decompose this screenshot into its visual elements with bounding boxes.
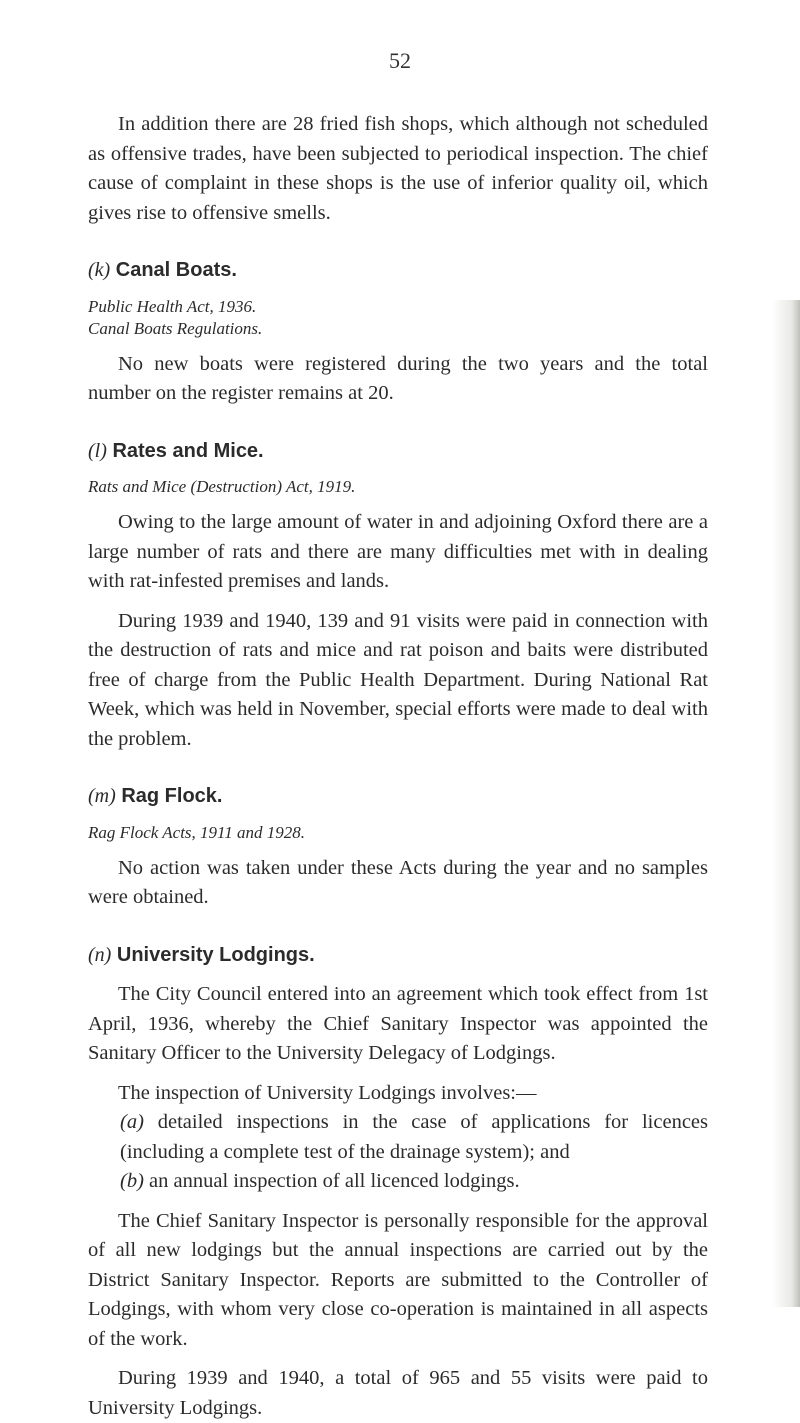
section-letter: (m) [88, 785, 116, 807]
section-heading [88, 437, 708, 467]
section-title: Rag Flock. [121, 785, 222, 807]
list-item [88, 1108, 708, 1167]
intro-paragraph: In addition there are 28 fried fish shops, which although not scheduled as offensive trades, have been subjected to periodical inspection. The chief cause of complaint in these shops is the use of inferior quality oil, which gives rise to offensive smells. [88, 110, 708, 228]
list-item-label: (b) [120, 1170, 144, 1192]
section-letter: (k) [88, 259, 110, 281]
section-paragraph: No new boats were registered during the two years and the total number on the register remains at 20. [88, 350, 708, 409]
section-title: Canal Boats. [116, 259, 237, 281]
section-letter: (n) [88, 944, 111, 966]
act-reference: Public Health Act, 1936. [88, 296, 708, 318]
list-item-text: detailed inspections in the case of applications for licences (including a complete test of the drainage system); and [120, 1111, 708, 1163]
act-reference: Rag Flock Acts, 1911 and 1928. [88, 822, 708, 844]
section-canal-boats [88, 256, 708, 409]
section-rats-mice [88, 437, 708, 755]
section-title: University Lodgings. [117, 944, 315, 966]
section-paragraph: Owing to the large amount of water in and adjoining Oxford there are a large number of rats and there are many difficulties met with in dealing with rat-infested premises and lands. [88, 508, 708, 597]
page-content [88, 110, 708, 1423]
list-item-text: an annual inspection of all licenced lodgings. [149, 1170, 520, 1192]
section-paragraph: During 1939 and 1940, a total of 965 and 55 visits were paid to University Lodgings. [88, 1364, 708, 1423]
section-paragraph: The Chief Sanitary Inspector is personally responsible for the approval of all new lodgings but the annual inspections are carried out by the District Sanitary Inspector. Reports are submitted to the Controller of Lodgings, with whom very close co-operation is maintained in all aspects of the work. [88, 1207, 708, 1355]
section-paragraph: No action was taken under these Acts during the year and no samples were obtained. [88, 854, 708, 913]
list-item [88, 1167, 708, 1197]
section-paragraph: The City Council entered into an agreement which took effect from 1st April, 1936, whereby the Chief Sanitary Inspector was appointed the Sanitary Officer to the University Delegacy of Lodgings. [88, 980, 708, 1069]
section-paragraph: During 1939 and 1940, 139 and 91 visits were paid in connection with the destruction of rats and mice and rat poison and baits were distributed free of charge from the Public Health Department. During National Rat Week, which was held in November, special efforts were made to deal with the problem. [88, 607, 708, 755]
page-edge-shadow [772, 300, 800, 1307]
section-paragraph: The inspection of University Lodgings involves:— [88, 1079, 708, 1109]
section-letter: (l) [88, 440, 107, 462]
act-reference: Rats and Mice (Destruction) Act, 1919. [88, 476, 708, 498]
section-heading [88, 941, 708, 971]
act-reference: Canal Boats Regulations. [88, 318, 708, 340]
section-heading [88, 256, 708, 286]
section-university-lodgings [88, 941, 708, 1423]
section-rag-flock [88, 782, 708, 913]
list-item-label: (a) [120, 1111, 144, 1133]
page-number: 52 [0, 48, 800, 74]
section-title: Rates and Mice. [112, 440, 263, 462]
section-heading [88, 782, 708, 812]
